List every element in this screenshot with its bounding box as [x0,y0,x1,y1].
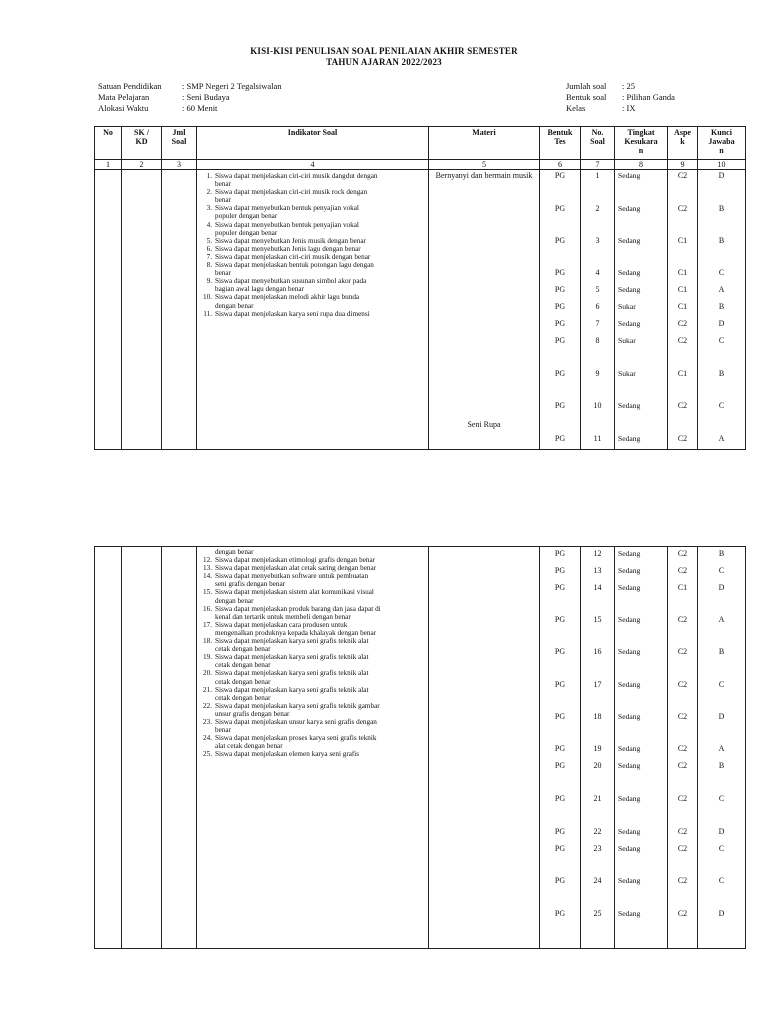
nosoal-value: 2 [595,204,600,213]
kunci-value: B [718,647,725,656]
nosoal-value: 4 [595,268,600,277]
indikator-item: 5. Siswa dapat menyebutkan Jenis musik dengan benar [206,236,366,245]
bentuk-cell [540,170,581,450]
indikator-item: 7. Siswa dapat menjelaskan ciri-ciri musik dengan benar [206,252,371,261]
kunci-value: C [718,876,725,885]
tingkat-cell [615,547,668,949]
indikator-item: 12. Siswa dapat menjelaskan etimologi grafis dengan benar [203,556,376,565]
kunci-value: D [718,712,725,721]
kunci-value: B [718,302,725,311]
kisi-table-page-1 [94,126,746,450]
kunci-value: C [718,844,725,853]
indikator-item: 20. Siswa dapat menjelaskan karya seni grafis teknik alat cetak dengan benar [203,669,369,686]
header-cell: Aspe k [668,127,698,160]
tingkat-column [615,547,667,948]
tingkat-value: Sedang [618,761,641,770]
nosoal-value: 5 [595,285,600,294]
bentuk-cell [540,547,581,949]
tingkat-value: Sukar [618,302,636,311]
bentuk-value: PG [554,794,566,803]
header-cell: Bentuk Tes [540,127,581,160]
document-title: KISI-KISI PENULISAN SOAL PENILAIAN AKHIR SEMESTER [250,46,518,56]
meta-label: Bentuk soal [566,92,607,102]
aspek-value: C1 [677,583,688,592]
indikator-item: 25. Siswa dapat menjelaskan elemen karya seni grafis [203,750,360,759]
bentuk-value: PG [554,844,566,853]
nosoal-value: 20 [593,761,602,770]
tingkat-value: Sedang [618,876,641,885]
kunci-value: B [718,204,725,213]
nosoal-value: 6 [595,302,600,311]
meta-label: Kelas [566,103,586,113]
kunci-value: B [718,549,725,558]
aspek-value: C1 [677,302,688,311]
aspek-value: C1 [677,285,688,294]
kisi-table-page-2 [94,546,746,949]
aspek-value: C2 [677,712,688,721]
indikator-item: 11. Siswa dapat menjelaskan karya seni rupa dua dimensi [203,309,370,318]
aspek-value: C2 [677,744,688,753]
bentuk-value: PG [554,712,566,721]
kunci-value: D [718,827,725,836]
column-number: 2 [122,160,162,170]
kunci-value: D [718,909,725,918]
header-row [95,127,746,160]
indikator-item: 8. Siswa dapat menjelaskan bentuk potongan lagu dengan benar [206,261,374,278]
bentuk-value: PG [554,171,566,180]
meta-label: Jumlah soal [566,81,607,91]
materi-cell [429,547,540,949]
header-cell: Materi [429,127,540,160]
kunci-value: D [718,319,725,328]
nosoal-cell [581,170,615,450]
tingkat-value: Sedang [618,712,641,721]
kunci-value: B [718,369,725,378]
bentuk-value: PG [554,761,566,770]
indikator-item: 9. Siswa dapat menyebutkan susunan simbol akor pada bagian awal lagu dengan benar [206,277,367,294]
header-cell: No. Soal [581,127,615,160]
bentuk-value: PG [554,549,566,558]
aspek-value: C2 [677,549,688,558]
header-cell: Tingkat Kesukara n [615,127,668,160]
meta-left [98,81,282,114]
indikator-item: 6. Siswa dapat menyebutkan Jenis lagu dengan benar [206,244,361,253]
indikator-item: 3. Siswa dapat menyebutkan bentuk penyajian vokal populer dengan benar [206,204,359,221]
indikator-cell [197,547,429,949]
indikator-list [199,548,426,758]
tingkat-value: Sukar [618,369,636,378]
column-number-row [95,160,746,170]
kunci-value: A [718,434,725,443]
kunci-value: C [718,401,725,410]
meta-value: : 25 [622,81,635,91]
indikator-item: 14. Siswa dapat menyebutkan software untuk pembuatan seni grafis dengan benar [203,572,369,589]
meta-row-mapel [98,92,282,103]
aspek-value: C2 [677,319,688,328]
indikator-item: 21. Siswa dapat menjelaskan karya seni grafis teknik alat cetak dengan benar [203,685,369,702]
meta-right [566,81,675,114]
bentuk-value: PG [554,336,566,345]
aspek-value: C2 [677,615,688,624]
tingkat-value: Sedang [618,285,641,294]
indikator-item: 16. Siswa dapat menjelaskan produk barang dan jasa dapat di kenal dan tertarik untuk membeli dengan benar [203,604,381,621]
tingkat-value: Sedang [618,401,641,410]
nosoal-value: 17 [593,680,602,689]
kunci-value: B [718,761,725,770]
bentuk-column [540,170,580,449]
kunci-column [698,547,745,948]
nosoal-value: 24 [593,876,602,885]
sk-kd-cell [122,547,162,949]
tingkat-value: Sedang [618,434,641,443]
nosoal-value: 21 [593,794,602,803]
meta-row-kelas [566,103,675,114]
bentuk-value: PG [554,236,566,245]
bentuk-value: PG [554,401,566,410]
nosoal-value: 18 [593,712,602,721]
bentuk-column [540,547,580,948]
tingkat-value: Sedang [618,566,641,575]
meta-value: : Seni Budaya [182,92,230,102]
aspek-value: C2 [677,647,688,656]
kunci-value: A [718,285,725,294]
indikator-item: 24. Siswa dapat menjelaskan proses karya seni grafis teknik alat cetak dengan benar [203,734,377,751]
meta-label: Alokasi Waktu [98,103,149,113]
kunci-value: C [718,268,725,277]
tingkat-value: Sedang [618,171,641,180]
column-number: 4 [197,160,429,170]
bentuk-value: PG [554,204,566,213]
meta-row-satuan [98,81,282,92]
bentuk-value: PG [554,647,566,656]
document-subtitle: TAHUN AJARAN 2022/2023 [326,57,442,67]
aspek-value: C2 [677,401,688,410]
column-number: 9 [668,160,698,170]
indikator-item: 1. Siswa dapat menjelaskan ciri-ciri musik dangdut dengan benar [206,172,378,189]
nosoal-value: 7 [595,319,600,328]
kunci-value: C [718,680,725,689]
column-number: 3 [162,160,197,170]
tingkat-value: Sedang [618,583,641,592]
column-number: 6 [540,160,581,170]
tingkat-value: Sedang [618,549,641,558]
kunci-value: C [718,336,725,345]
indikator-list [199,172,426,318]
nosoal-value: 8 [595,336,600,345]
column-number: 1 [95,160,122,170]
indikator-item: 17. Siswa dapat menjelaskan cara produsen untuk mengenalkan produknya kepada khalayak dengan benar [203,620,377,637]
aspek-value: C2 [677,336,688,345]
bentuk-value: PG [554,319,566,328]
column-number: 7 [581,160,615,170]
aspek-value: C2 [677,434,688,443]
aspek-cell [668,547,698,949]
aspek-value: C1 [677,268,688,277]
tingkat-column [615,170,667,449]
bentuk-value: PG [554,302,566,311]
aspek-value: C2 [677,909,688,918]
tingkat-value: Sedang [618,744,641,753]
tingkat-value: Sedang [618,844,641,853]
aspek-value: C2 [677,794,688,803]
aspek-cell [668,170,698,450]
materi-text: Seni Rupa [467,420,501,429]
aspek-value: C1 [677,369,688,378]
indikator-item: 18. Siswa dapat menjelaskan karya seni grafis teknik alat cetak dengan benar [203,637,369,654]
nosoal-value: 15 [593,615,602,624]
nosoal-column [581,170,614,449]
bentuk-value: PG [554,876,566,885]
indikator-item: 4. Siswa dapat menyebutkan bentuk penyajian vokal populer dengan benar [206,220,359,237]
aspek-value: C1 [677,236,688,245]
bentuk-value: PG [554,285,566,294]
nosoal-value: 22 [593,827,602,836]
no-cell [95,170,122,450]
tingkat-value: Sedang [618,615,641,624]
kunci-value: B [718,236,725,245]
aspek-value: C2 [677,844,688,853]
indikator-item: 19. Siswa dapat menjelaskan karya seni grafis teknik alat cetak dengan benar [203,653,369,670]
header-cell: Kunci Jawaba n [698,127,746,160]
jml-soal-cell [162,170,197,450]
kunci-column [698,170,745,449]
column-number: 8 [615,160,668,170]
header-cell: SK / KD [122,127,162,160]
materi-cell [429,170,540,450]
meta-label: Mata Pelajaran [98,92,150,102]
jml-soal-cell [162,547,197,949]
indikator-cell [197,170,429,450]
nosoal-value: 1 [595,171,600,180]
column-number: 10 [698,160,746,170]
nosoal-value: 12 [593,549,602,558]
tingkat-value: Sukar [618,336,636,345]
aspek-value: C2 [677,827,688,836]
bentuk-value: PG [554,680,566,689]
aspek-column [668,547,697,948]
header-cell: No [95,127,122,160]
nosoal-cell [581,547,615,949]
nosoal-value: 25 [593,909,602,918]
kunci-value: A [718,615,725,624]
aspek-value: C2 [677,566,688,575]
indikator-item: 23. Siswa dapat menjelaskan unsur karya seni grafis dengan benar [203,717,377,735]
kunci-cell [698,170,746,450]
indikator-item: 13. Siswa dapat menjelaskan alat cetak saring dengan benar [203,564,377,573]
tingkat-value: Sedang [618,236,641,245]
header-cell: Jml Soal [162,127,197,160]
aspek-value: C2 [677,876,688,885]
tingkat-value: Sedang [618,827,641,836]
bentuk-value: PG [554,615,566,624]
tingkat-value: Sedang [618,319,641,328]
nosoal-value: 3 [595,236,600,245]
no-cell [95,547,122,949]
kunci-value: C [718,794,725,803]
nosoal-value: 10 [593,401,602,410]
nosoal-value: 19 [593,744,602,753]
body-row [95,547,746,949]
tingkat-cell [615,170,668,450]
bentuk-value: PG [554,369,566,378]
materi-text: Bernyanyi dan bermain musik [435,171,533,180]
meta-row-waktu [98,103,282,114]
bentuk-value: PG [554,909,566,918]
nosoal-column [581,547,614,948]
indikator-item: 10. Siswa dapat menjelaskan melodi akhir lagu bunda dengan benar [203,293,360,310]
kunci-value: C [718,566,725,575]
column-number: 5 [429,160,540,170]
aspek-column [668,170,697,449]
aspek-value: C2 [677,761,688,770]
tingkat-value: Sedang [618,794,641,803]
meta-value: : SMP Negeri 2 Tegalsiwalan [182,81,282,91]
bentuk-value: PG [554,583,566,592]
aspek-value: C2 [677,680,688,689]
indikator-item: dengan benar [215,548,254,556]
nosoal-value: 14 [593,583,602,592]
meta-value: : 60 Menit [182,103,218,113]
nosoal-value: 11 [593,434,602,443]
header-cell: Indikator Soal [197,127,429,160]
indikator-item: 2. Siswa dapat menjelaskan ciri-ciri musik rock dengan benar [206,188,368,205]
bentuk-value: PG [554,566,566,575]
nosoal-value: 23 [593,844,602,853]
nosoal-value: 13 [593,566,602,575]
meta-value: : Pilihan Ganda [622,92,675,102]
bentuk-value: PG [554,744,566,753]
indikator-item: 15. Siswa dapat menjelaskan sistem alat komunikasi visual dengan benar [203,588,374,605]
tingkat-value: Sedang [618,909,641,918]
bentuk-value: PG [554,434,566,443]
sk-kd-cell [122,170,162,450]
body-row [95,170,746,450]
kunci-value: A [718,744,725,753]
aspek-value: C2 [677,171,688,180]
bentuk-value: PG [554,268,566,277]
meta-label: Satuan Pendidikan [98,81,162,91]
meta-value: : IX [622,103,636,113]
nosoal-value: 9 [595,369,600,378]
meta-row-bentuk [566,92,675,103]
kunci-value: D [718,171,725,180]
tingkat-value: Sedang [618,647,641,656]
tingkat-value: Sedang [618,204,641,213]
tingkat-value: Sedang [618,680,641,689]
indikator-item: 22. Siswa dapat menjelaskan karya seni grafis teknik gambar unsur grafis dengan benar [203,701,380,718]
aspek-value: C2 [677,204,688,213]
bentuk-value: PG [554,827,566,836]
kunci-value: D [718,583,725,592]
kunci-cell [698,547,746,949]
tingkat-value: Sedang [618,268,641,277]
meta-row-jumlah [566,81,675,92]
nosoal-value: 16 [593,647,602,656]
